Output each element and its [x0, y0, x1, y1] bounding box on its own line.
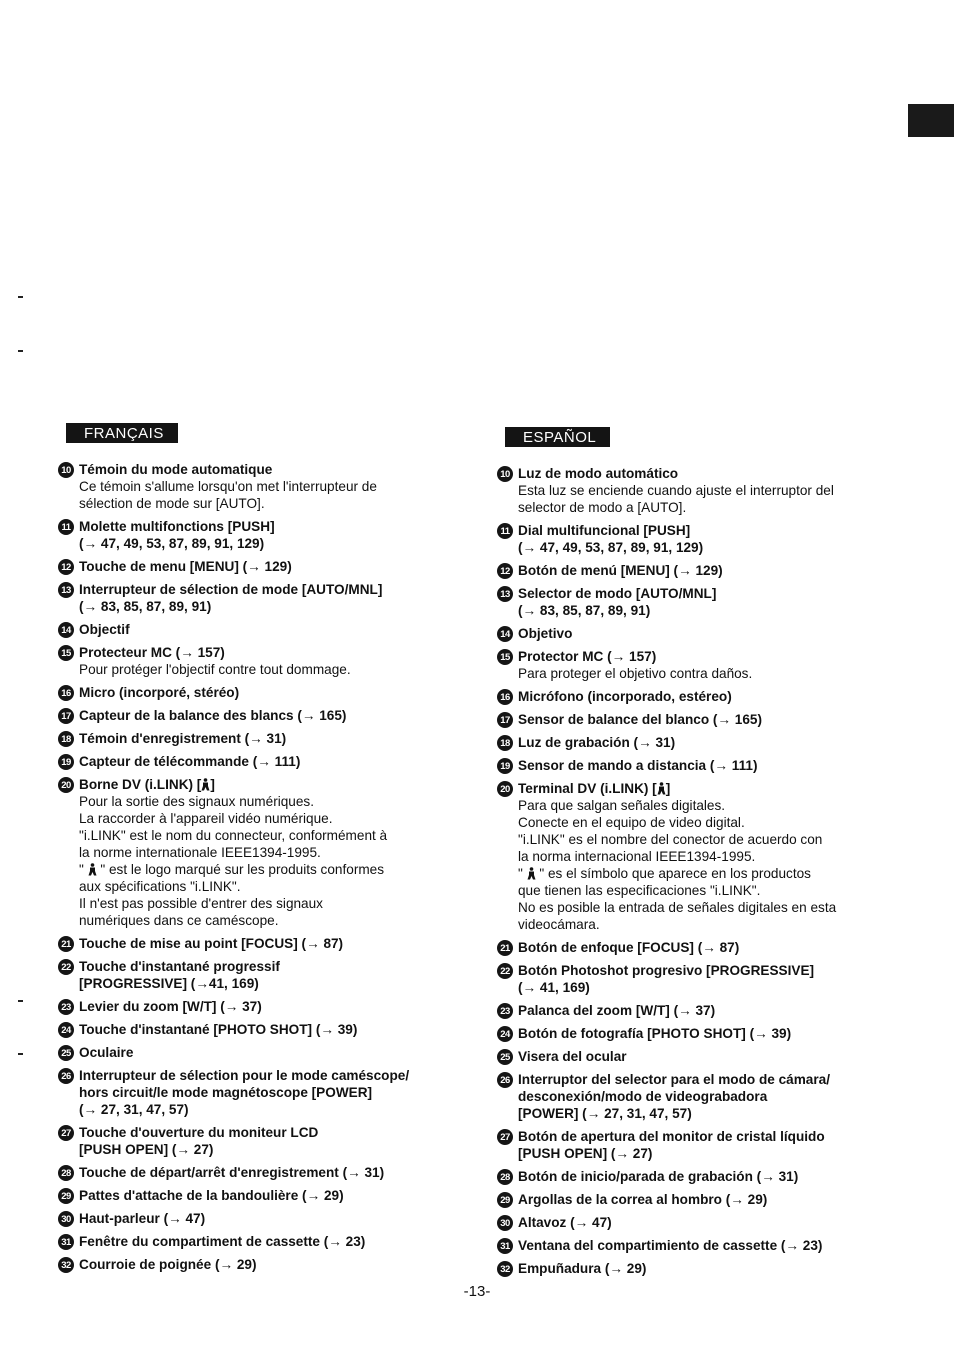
item-number-badge: 29 — [58, 1188, 74, 1204]
item-description-logo-note — [79, 861, 478, 929]
item-description: Esta luz se enciende cuando ajuste el interruptor del selector de modo a [AUTO]. — [518, 483, 834, 515]
item-number-badge: 21 — [58, 936, 74, 952]
item-title — [79, 730, 478, 747]
item-title-text: Touche d'instantané [PHOTO SHOT] (→ 39) — [79, 1022, 358, 1037]
list-item — [497, 585, 917, 619]
item-title — [79, 461, 478, 478]
item-title-text: Altavoz (→ 47) — [518, 1215, 612, 1230]
item-number-badge: 26 — [497, 1072, 513, 1088]
item-title — [79, 958, 478, 992]
item-number-badge: 24 — [58, 1022, 74, 1038]
item-title-text: Protecteur MC (→ 157) — [79, 645, 225, 660]
item-title-text: Botón de menú [MENU] (→ 129) — [518, 563, 723, 578]
item-title — [518, 734, 917, 751]
item-title — [518, 1237, 917, 1254]
page-number: -13- — [463, 1283, 491, 1300]
item-number-badge: 23 — [497, 1003, 513, 1019]
logo-note-text: " es el símbolo que aparece en los productos que tienen las especificaciones "i.LINK". No es posible la entrada de señales digitales en esta videocámara. — [518, 866, 837, 932]
espanol-header: ESPAÑOL — [505, 427, 610, 447]
item-title — [518, 780, 917, 797]
ilink-logo-icon — [201, 778, 210, 791]
item-title — [518, 522, 917, 556]
item-number-badge: 14 — [497, 626, 513, 642]
item-number-badge: 24 — [497, 1026, 513, 1042]
item-title — [79, 707, 478, 724]
item-number-badge: 28 — [58, 1165, 74, 1181]
list-item — [497, 711, 917, 728]
list-item — [58, 518, 478, 552]
item-title — [79, 1233, 478, 1250]
item-title-text: Borne DV (i.LINK) [ — [79, 777, 202, 792]
list-item — [58, 998, 478, 1015]
item-title-text: Botón de inicio/parada de grabación (→ 31) — [518, 1169, 799, 1184]
item-title — [518, 585, 917, 619]
item-title — [518, 962, 917, 996]
item-number-badge: 19 — [497, 758, 513, 774]
item-title-text: Touche d'ouverture du moniteur LCD [PUSH OPEN] (→ 27) — [79, 1125, 319, 1157]
list-item — [497, 962, 917, 996]
item-title — [79, 581, 478, 615]
item-number-badge: 11 — [58, 519, 74, 535]
list-item — [58, 581, 478, 615]
item-number-badge: 25 — [58, 1045, 74, 1061]
item-title-text: Sensor de balance del blanco (→ 165) — [518, 712, 763, 727]
list-item — [58, 1124, 478, 1158]
list-item — [497, 1048, 917, 1065]
item-title — [518, 939, 917, 956]
margin-mark — [18, 296, 23, 298]
item-title — [79, 1164, 478, 1181]
item-title-text: Interrupteur de sélection de mode [AUTO/MNL] (→ 83, 85, 87, 89, 91) — [79, 582, 383, 614]
item-number-badge: 26 — [58, 1068, 74, 1084]
item-number-badge: 11 — [497, 523, 513, 539]
list-item — [497, 648, 917, 682]
item-title-text: Botón de enfoque [FOCUS] (→ 87) — [518, 940, 740, 955]
item-title-text: Objectif — [79, 622, 130, 637]
item-title — [79, 644, 478, 661]
section-edge-tab — [908, 104, 954, 137]
list-item — [58, 958, 478, 992]
list-item — [497, 1071, 917, 1122]
list-item — [497, 562, 917, 579]
item-title-text: Touche de départ/arrêt d'enregistrement (→ 31) — [79, 1165, 385, 1180]
item-title — [518, 1071, 917, 1122]
item-title-text: Sensor de mando a distancia (→ 111) — [518, 758, 758, 773]
francais-header: FRANÇAIS — [66, 423, 178, 443]
list-item — [497, 939, 917, 956]
item-number-badge: 21 — [497, 940, 513, 956]
item-number-badge: 30 — [497, 1215, 513, 1231]
ilink-logo-icon — [527, 867, 536, 880]
item-title — [79, 1210, 478, 1227]
item-description: Ce témoin s'allume lorsqu'on met l'interrupteur de sélection de mode sur [AUTO]. — [79, 479, 377, 511]
item-title — [79, 776, 478, 793]
list-item — [58, 730, 478, 747]
logo-note-open-quote: " — [79, 862, 84, 877]
item-title-text: Fenêtre du compartiment de cassette (→ 23) — [79, 1234, 366, 1249]
item-title-text: Luz de modo automático — [518, 466, 679, 481]
item-number-badge: 17 — [58, 708, 74, 724]
list-item — [58, 621, 478, 638]
item-title — [79, 753, 478, 770]
ilink-logo-icon — [657, 782, 666, 795]
list-item — [497, 688, 917, 705]
logo-note-open-quote: " — [518, 866, 523, 881]
item-title — [79, 558, 478, 575]
item-title — [518, 711, 917, 728]
item-description: Para que salgan señales digitales. Conecte en el equipo de video digital. "i.LINK" es el nombre del conector de acuerdo con la norma internacional IEEE1394-1995. — [518, 798, 823, 864]
item-number-badge: 25 — [497, 1049, 513, 1065]
item-title-text: Pattes d'attache de la bandoulière (→ 29) — [79, 1188, 344, 1203]
item-title — [518, 1191, 917, 1208]
list-item — [58, 1021, 478, 1038]
item-number-badge: 12 — [58, 559, 74, 575]
item-title-text: Interrupteur de sélection pour le mode caméscope/ hors circuit/le mode magnétoscope [POWER] (→ 27, 31, 47, 57) — [79, 1068, 410, 1117]
item-title — [518, 465, 917, 482]
item-title-text: Argollas de la correa al hombro (→ 29) — [518, 1192, 768, 1207]
list-item — [58, 1210, 478, 1227]
item-title-text: Terminal DV (i.LINK) [ — [518, 781, 657, 796]
item-title-text: Oculaire — [79, 1045, 134, 1060]
item-number-badge: 18 — [497, 735, 513, 751]
item-description: Pour la sortie des signaux numériques. La raccorder à l'appareil vidéo numérique. "i.LINK" est le nom du connecteur, conformément à la norme internationale IEEE1394-1995. — [79, 794, 388, 860]
margin-mark — [18, 1000, 23, 1002]
espanol-column — [497, 427, 917, 1283]
item-title-text: Objetivo — [518, 626, 573, 641]
list-item — [58, 558, 478, 575]
list-item — [58, 644, 478, 678]
margin-mark — [18, 1053, 23, 1055]
item-title — [518, 625, 917, 642]
item-number-badge: 22 — [58, 959, 74, 975]
item-number-badge: 27 — [497, 1129, 513, 1145]
item-number-badge: 13 — [497, 586, 513, 602]
espanol-list — [497, 465, 917, 1277]
item-title — [518, 1128, 917, 1162]
item-number-badge: 27 — [58, 1125, 74, 1141]
ilink-logo-icon — [88, 863, 97, 876]
item-title — [79, 621, 478, 638]
list-item — [58, 1164, 478, 1181]
item-number-badge: 15 — [497, 649, 513, 665]
item-title-suffix: ] — [210, 777, 215, 792]
item-title — [79, 1067, 478, 1118]
list-item — [58, 935, 478, 952]
item-title-text: Touche de menu [MENU] (→ 129) — [79, 559, 292, 574]
list-item — [497, 757, 917, 774]
list-item — [497, 1002, 917, 1019]
item-title — [518, 1002, 917, 1019]
list-item — [58, 1256, 478, 1273]
list-item — [497, 625, 917, 642]
list-item — [58, 1067, 478, 1118]
list-item — [58, 1044, 478, 1061]
item-number-badge: 29 — [497, 1192, 513, 1208]
item-title — [79, 684, 478, 701]
list-item — [58, 1187, 478, 1204]
item-number-badge: 32 — [497, 1261, 513, 1277]
item-title — [79, 1044, 478, 1061]
list-item — [497, 1214, 917, 1231]
item-title — [518, 648, 917, 665]
item-title-text: Visera del ocular — [518, 1049, 627, 1064]
item-title — [518, 1260, 917, 1277]
item-number-badge: 31 — [497, 1238, 513, 1254]
item-title-text: Ventana del compartimiento de cassette (→ 23) — [518, 1238, 823, 1253]
item-title-text: Dial multifuncional [PUSH] (→ 47, 49, 53, 87, 89, 91, 129) — [518, 523, 704, 555]
list-item — [58, 1233, 478, 1250]
item-title-text: Empuñadura (→ 29) — [518, 1261, 647, 1276]
list-item — [58, 461, 478, 512]
item-title — [518, 1168, 917, 1185]
item-description-logo-note — [518, 865, 917, 933]
item-title — [79, 518, 478, 552]
item-title-text: Botón de fotografía [PHOTO SHOT] (→ 39) — [518, 1026, 792, 1041]
item-title-suffix: ] — [665, 781, 671, 796]
item-title — [518, 562, 917, 579]
item-number-badge: 14 — [58, 622, 74, 638]
item-number-badge: 32 — [58, 1257, 74, 1273]
item-number-badge: 13 — [58, 582, 74, 598]
item-description: Pour protéger l'objectif contre tout dommage. — [79, 662, 351, 677]
list-item — [497, 465, 917, 516]
item-number-badge: 30 — [58, 1211, 74, 1227]
item-title — [518, 688, 917, 705]
item-title-text: Témoin du mode automatique — [79, 462, 273, 477]
item-title — [79, 998, 478, 1015]
list-item — [58, 753, 478, 770]
item-number-badge: 12 — [497, 563, 513, 579]
item-number-badge: 20 — [58, 777, 74, 793]
item-title-text: Molette multifonctions [PUSH] (→ 47, 49, 53, 87, 89, 91, 129) — [79, 519, 275, 551]
item-number-badge: 22 — [497, 963, 513, 979]
item-title-text: Capteur de télécommande (→ 111) — [79, 754, 301, 769]
item-title — [79, 1187, 478, 1204]
logo-note-text: " est le logo marqué sur les produits conformes aux spécifications "i.LINK". Il n'est pas possible d'entrer des signaux numériques dans ce caméscope. — [79, 862, 385, 928]
list-item — [497, 1168, 917, 1185]
item-title-text: Botón Photoshot progresivo [PROGRESSIVE] (→ 41, 169) — [518, 963, 815, 995]
item-title-text: Botón de apertura del monitor de cristal líquido [PUSH OPEN] (→ 27) — [518, 1129, 825, 1161]
list-item — [497, 780, 917, 933]
item-number-badge: 18 — [58, 731, 74, 747]
item-number-badge: 16 — [497, 689, 513, 705]
list-item — [497, 1128, 917, 1162]
item-title — [518, 757, 917, 774]
item-title-text: Micrófono (incorporado, estéreo) — [518, 689, 732, 704]
item-title-text: Témoin d'enregistrement (→ 31) — [79, 731, 287, 746]
item-number-badge: 15 — [58, 645, 74, 661]
item-title-text: Touche d'instantané progressif [PROGRESSIVE] (→41, 169) — [79, 959, 280, 991]
item-title-text: Capteur de la balance des blancs (→ 165) — [79, 708, 347, 723]
list-item — [497, 1191, 917, 1208]
list-item — [58, 776, 478, 929]
item-title-text: Haut-parleur (→ 47) — [79, 1211, 206, 1226]
item-title-text: Selector de modo [AUTO/MNL] (→ 83, 85, 87, 89, 91) — [518, 586, 717, 618]
item-title — [518, 1025, 917, 1042]
item-number-badge: 17 — [497, 712, 513, 728]
item-title — [79, 1256, 478, 1273]
list-item — [58, 707, 478, 724]
item-number-badge: 19 — [58, 754, 74, 770]
item-number-badge: 31 — [58, 1234, 74, 1250]
item-title — [518, 1214, 917, 1231]
item-title — [79, 1124, 478, 1158]
item-title-text: Interruptor del selector para el modo de cámara/ desconexión/modo de videograbadora [POWER] (→ 27, 31, 47, 57) — [518, 1072, 830, 1121]
item-number-badge: 10 — [58, 462, 74, 478]
item-title — [518, 1048, 917, 1065]
item-number-badge: 20 — [497, 781, 513, 797]
list-item — [497, 522, 917, 556]
margin-mark — [18, 350, 23, 352]
item-title-text: Micro (incorporé, stéréo) — [79, 685, 240, 700]
item-title-text: Palanca del zoom [W/T] (→ 37) — [518, 1003, 716, 1018]
list-item — [58, 684, 478, 701]
item-title — [79, 1021, 478, 1038]
list-item — [497, 1260, 917, 1277]
list-item — [497, 1025, 917, 1042]
item-number-badge: 16 — [58, 685, 74, 701]
francais-column — [58, 423, 478, 1279]
item-title-text: Protector MC (→ 157) — [518, 649, 657, 664]
item-title-text: Levier du zoom [W/T] (→ 37) — [79, 999, 262, 1014]
item-description: Para proteger el objetivo contra daños. — [518, 666, 753, 681]
list-item — [497, 734, 917, 751]
francais-list — [58, 461, 478, 1273]
item-title-text: Courroie de poignée (→ 29) — [79, 1257, 257, 1272]
item-number-badge: 28 — [497, 1169, 513, 1185]
item-title-text: Luz de grabación (→ 31) — [518, 735, 676, 750]
item-title-text: Touche de mise au point [FOCUS] (→ 87) — [79, 936, 344, 951]
item-title — [79, 935, 478, 952]
item-number-badge: 10 — [497, 466, 513, 482]
list-item — [497, 1237, 917, 1254]
item-number-badge: 23 — [58, 999, 74, 1015]
